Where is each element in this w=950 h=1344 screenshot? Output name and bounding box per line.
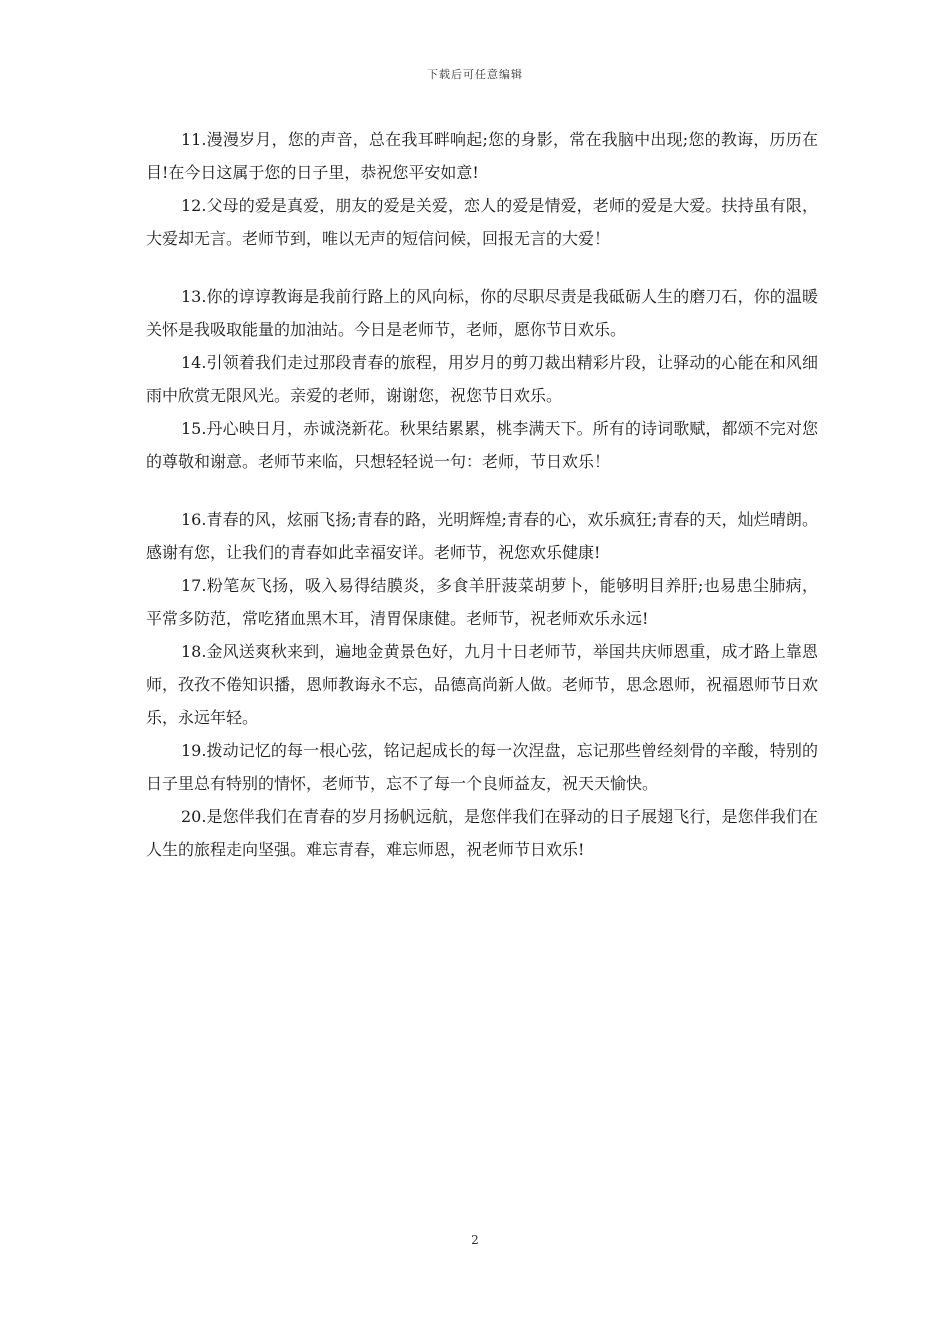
paragraph-20: 20.是您伴我们在青春的岁月扬帆远航，是您伴我们在驿动的日子展翅飞行，是您伴我们在人生的旅程走向坚强。难忘青春，难忘师恩，祝老师节日欢乐!	[146, 807, 818, 859]
page-number: 2	[471, 1233, 479, 1247]
page-content	[146, 123, 818, 866]
paragraph-16: 16.青春的风，炫丽飞扬;青春的路，光明辉煌;青春的心，欢乐疯狂;青春的天，灿烂晴朗。感谢有您，让我们的青春如此幸福安详。老师节，祝您欢乐健康!	[146, 510, 818, 562]
paragraph-12: 12.父母的爱是真爱，朋友的爱是关爱，恋人的爱是情爱，老师的爱是大爱。扶持虽有限，大爱却无言。老师节到，唯以无声的短信问候，回报无言的大爱！	[146, 196, 818, 248]
paragraph-17: 17.粉笔灰飞扬，吸入易得结膜炎，多食羊肝菠菜胡萝卜，能够明目养肝;也易患尘肺病，平常多防范，常吃猪血黑木耳，清胃保康健。老师节，祝老师欢乐永远!	[146, 576, 818, 628]
paragraph-15: 15.丹心映日月，赤诚浇新花。秋果结累累，桃李满天下。所有的诗词歌赋，都颂不完对您的尊敬和谢意。老师节来临，只想轻轻说一句：老师，节日欢乐！	[146, 419, 818, 471]
paragraph-18: 18.金风送爽秋来到，遍地金黄景色好，九月十日老师节，举国共庆师恩重，成才路上靠恩师，孜孜不倦知识播，恩师教诲永不忘，品德高尚新人做。老师节，思念恩师，祝福恩师节日欢乐，永远年轻。	[146, 642, 819, 727]
paragraph-11: 11.漫漫岁月，您的声音，总在我耳畔响起;您的身影，常在我脑中出现;您的教诲，历历在目!在今日这属于您的日子里，恭祝您平安如意!	[146, 130, 818, 182]
paragraph-13: 13.你的谆谆教诲是我前行路上的风向标，你的尽职尽责是我砥砺人生的磨刀石，你的温暖关怀是我吸取能量的加油站。今日是老师节，老师，愿你节日欢乐。	[146, 287, 818, 339]
paragraph-19: 19.拨动记忆的每一根心弦，铭记起成长的每一次涅盘，忘记那些曾经刻骨的辛酸，特别的日子里总有特别的情怀，老师节，忘不了每一个良师益友，祝天天愉快。	[146, 741, 818, 793]
paragraph-14: 14.引领着我们走过那段青春的旅程，用岁月的剪刀裁出精彩片段，让驿动的心能在和风细雨中欣赏无限风光。亲爱的老师，谢谢您，祝您节日欢乐。	[146, 353, 818, 405]
page-header: 下载后可任意编辑	[427, 68, 523, 81]
